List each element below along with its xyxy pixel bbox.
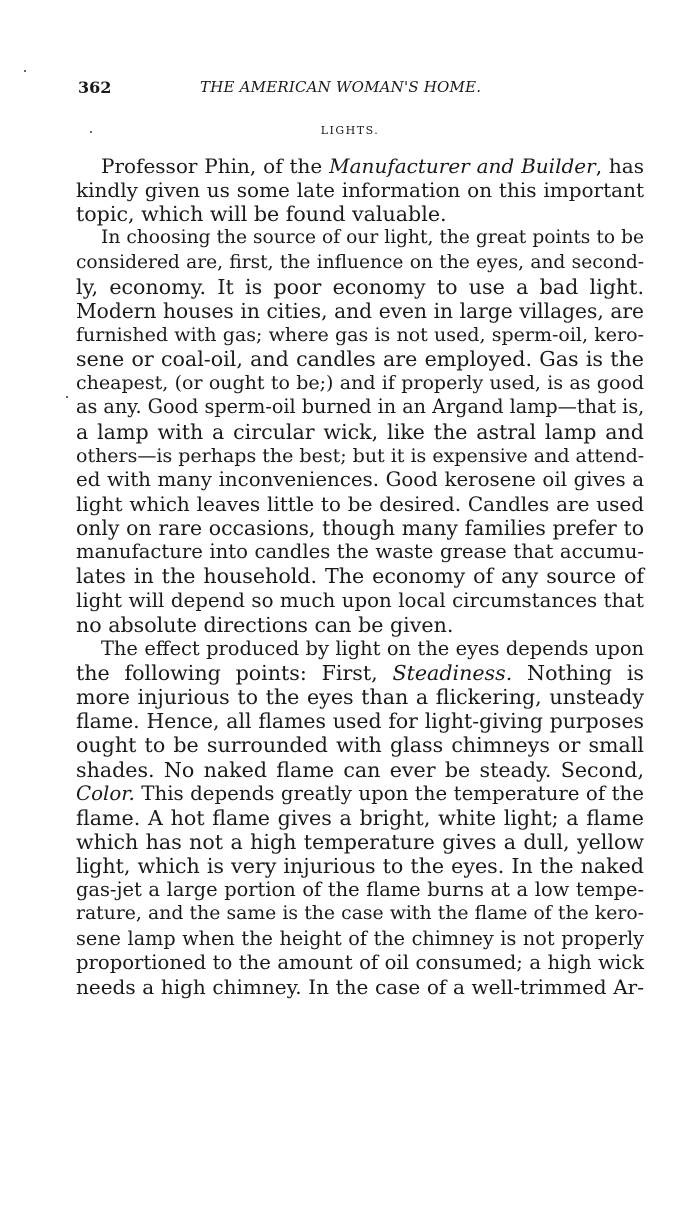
page-number: 362 <box>78 78 112 97</box>
text-line: rature, and the same is the case with the flame of the kero- <box>76 903 644 925</box>
page-speck <box>24 70 26 72</box>
text-line: gas-jet a large portion of the flame burns at a low tempe- <box>76 878 644 902</box>
text-line: Professor Phin, of the Manufacturer and Builder, has <box>101 154 644 178</box>
italic-phrase: Manufacturer and Builder <box>329 154 596 178</box>
text-line: only on rare occasions, though many families prefer to <box>76 516 644 541</box>
text-line: ought to be surrounded with glass chimneys or small <box>76 733 644 758</box>
italic-phrase: Steadiness. <box>392 660 513 685</box>
running-head: THE AMERICAN WOMAN'S HOME. <box>200 78 482 96</box>
page-header <box>78 78 638 102</box>
text-line: In choosing the source of our light, the great points to be <box>101 227 644 249</box>
text-line: ed with many inconveniences. Good kerosene oil gives a <box>76 467 644 491</box>
text-line: which has not a high temperature gives a dull, yellow <box>76 829 644 854</box>
text-line: light will depend so much upon local circumstances that <box>76 588 644 612</box>
text-line: furnished with gas; where gas is not used, sperm-oil, kero- <box>76 323 644 346</box>
italic-phrase: Color. <box>76 781 135 805</box>
text-line: manufacture into candles the waste grease that accumu- <box>76 540 644 564</box>
text-line: light which leaves little to be desired. Candles are used <box>76 491 644 516</box>
text-line: kindly given us some late information on this important <box>76 178 644 203</box>
section-title: LIGHTS. <box>320 124 380 137</box>
text-line: sene lamp when the height of the chimney is not properly <box>76 926 644 950</box>
text-line: needs a high chimney. In the case of a well-trimmed Ar- <box>76 974 644 999</box>
text-line: light, which is very injurious to the eyes. In the naked <box>76 854 644 879</box>
text-line: cheapest, (or ought to be;) and if properly used, is as good <box>76 372 644 395</box>
text-line: a lamp with a circular wick, like the astral lamp and <box>76 419 644 444</box>
text-line: topic, which will be found valuable. <box>76 202 447 227</box>
text-line: considered are, first, the influence on the eyes, and second- <box>76 251 644 273</box>
text-line: no absolute directions can be given. <box>76 612 454 637</box>
text-line: others—is perhaps the best; but it is expensive and attend- <box>76 444 645 467</box>
text-line: proportioned to the amount of oil consumed; a high wick <box>76 950 644 974</box>
page-speck <box>66 396 68 398</box>
text-line: flame. Hence, all flames used for light-giving purposes <box>76 709 644 734</box>
body-text <box>76 154 644 999</box>
text-line: as any. Good sperm-oil burned in an Argand lamp—that is, <box>76 395 645 419</box>
text-line: Modern houses in cities, and even in large villages, are <box>76 298 644 323</box>
text-line: shades. No naked flame can ever be steady. Second, <box>76 757 644 782</box>
text-line: the following points: First, Steadiness. Nothing is <box>76 660 644 685</box>
text-line: Color. This depends greatly upon the temperature of the <box>76 781 644 805</box>
text-line: lates in the household. The economy of any source of <box>76 564 644 589</box>
text-line: ly, economy. It is poor economy to use a bad light. <box>76 274 644 299</box>
text-line: flame. A hot flame gives a bright, white light; a flame <box>76 805 644 830</box>
text-line: sene or coal-oil, and candles are employed. Gas is the <box>76 347 644 372</box>
text-line: more injurious to the eyes than a flickering, unsteady <box>76 685 644 710</box>
text-line: The effect produced by light on the eyes depends upon <box>101 636 644 660</box>
